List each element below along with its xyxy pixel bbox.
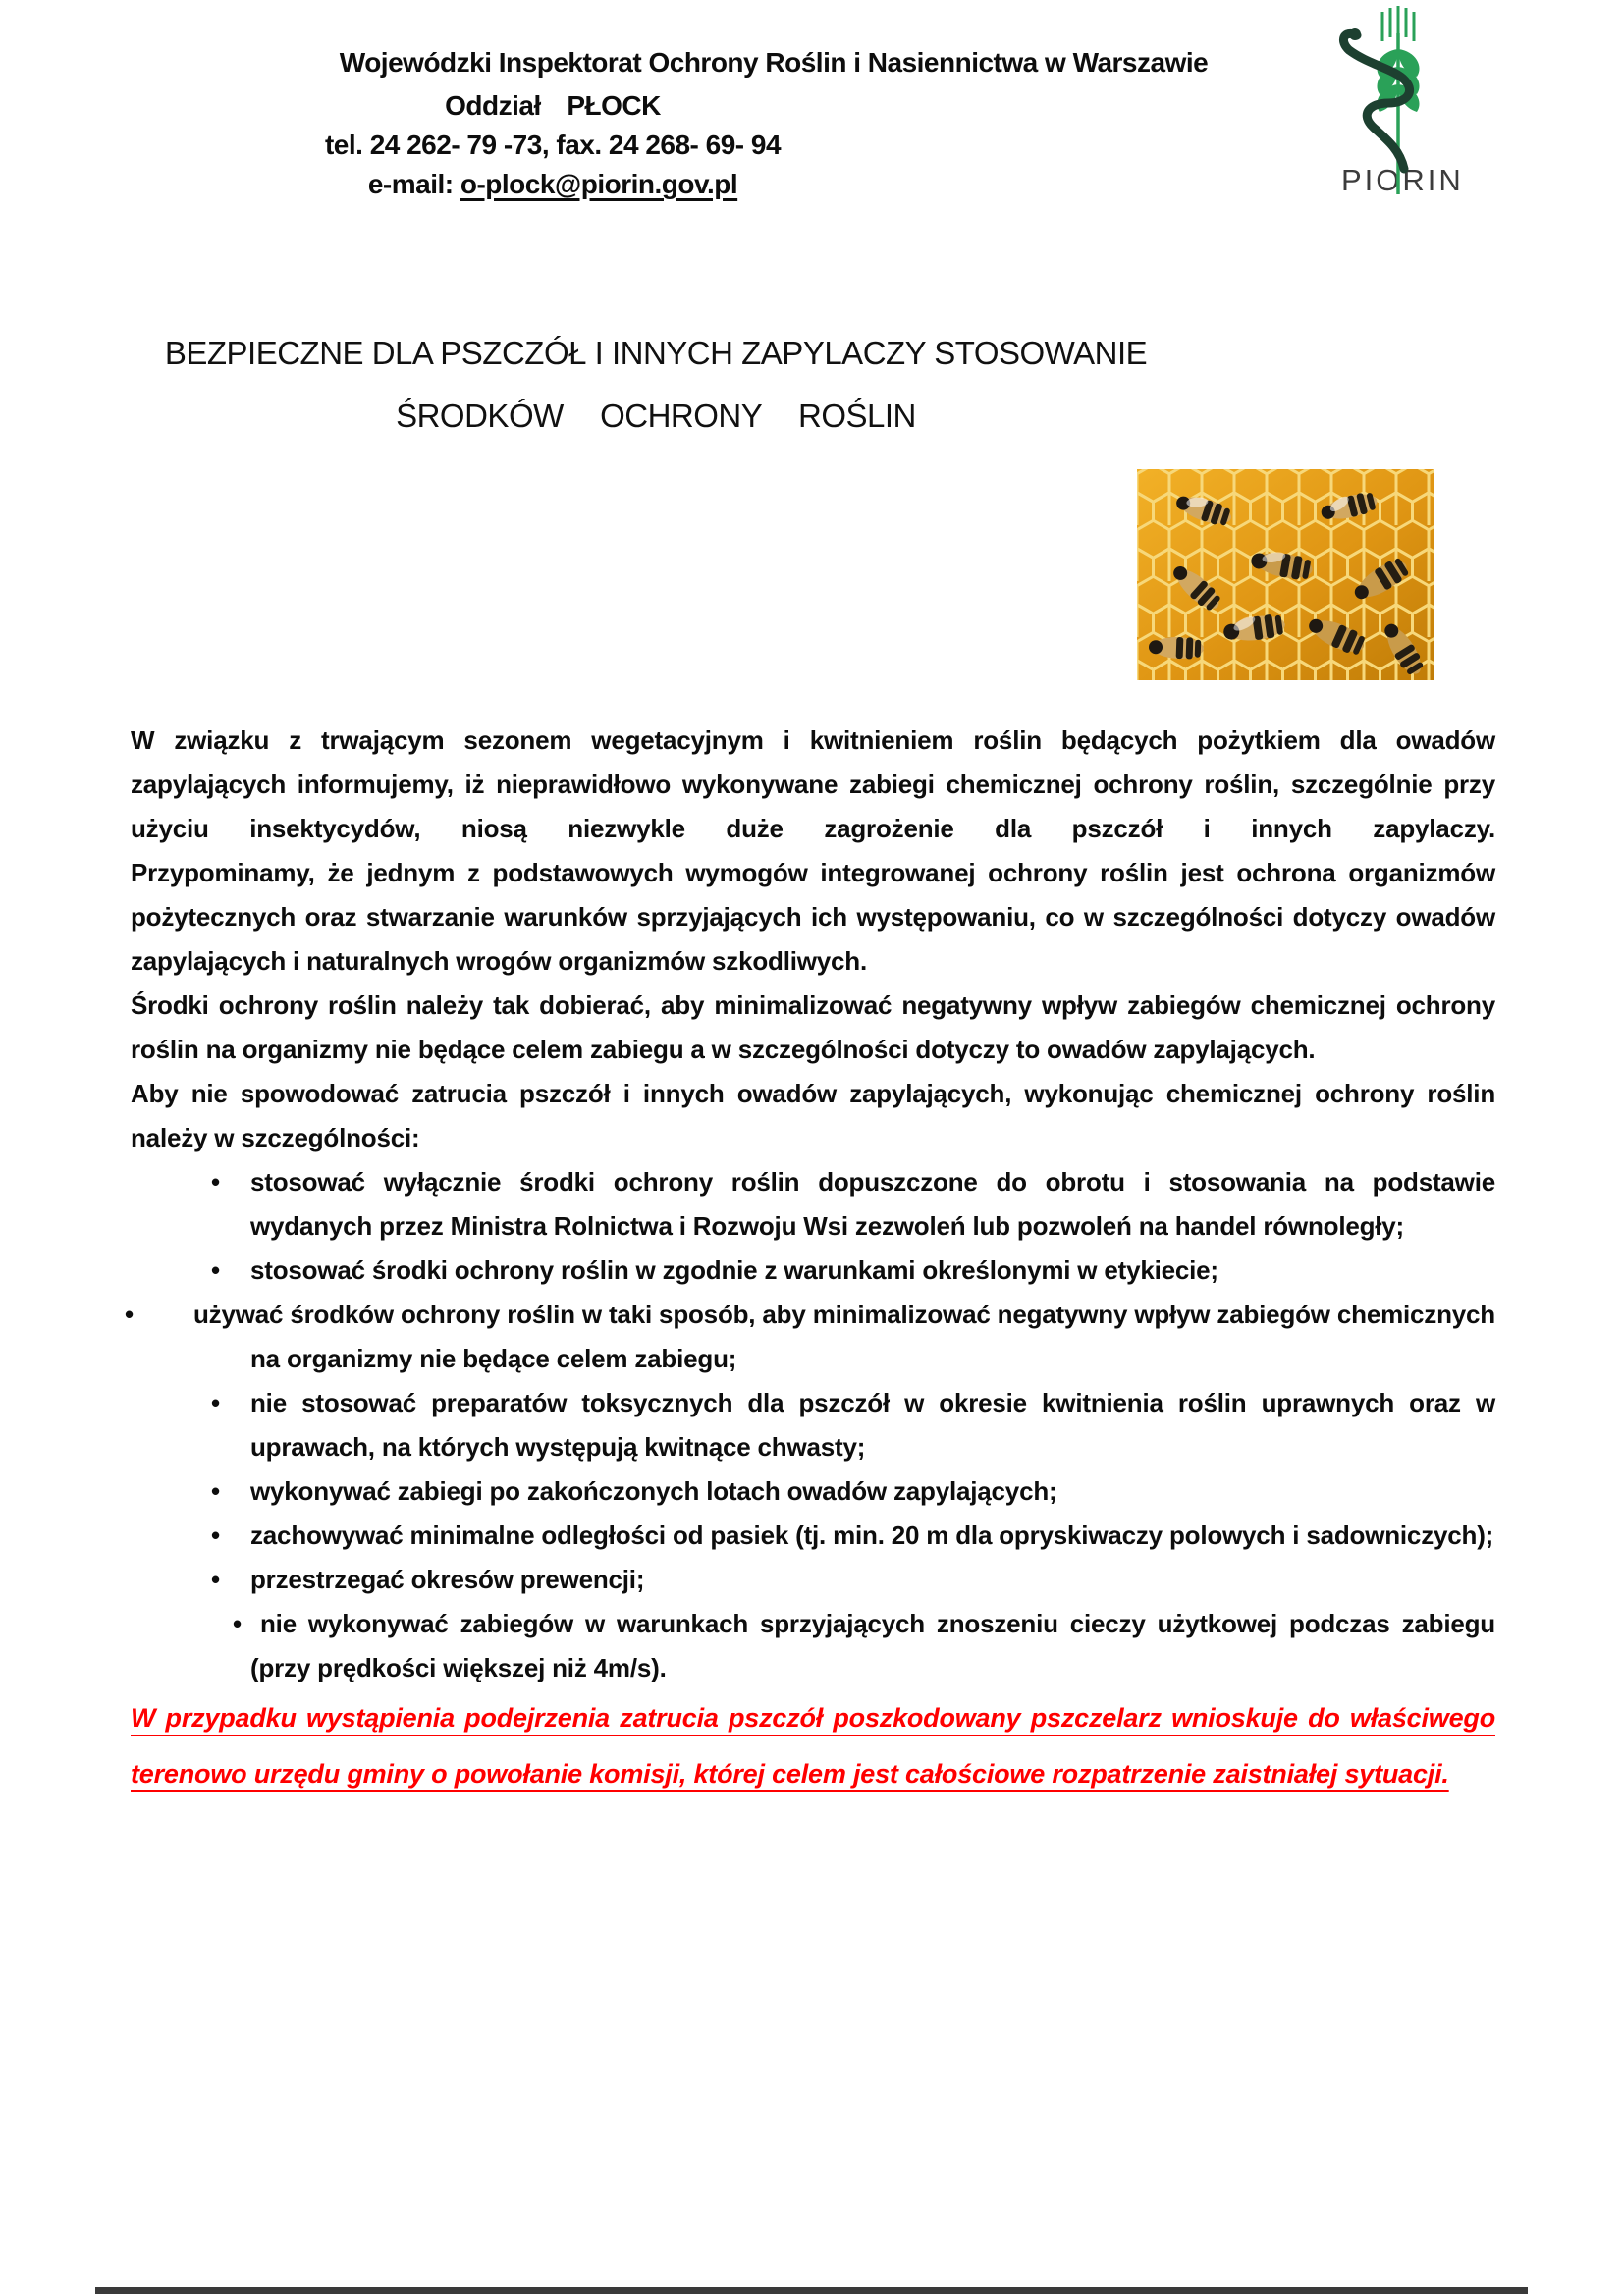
bees-honeycomb-image (1137, 469, 1434, 680)
logo-text: PIORIN (1341, 163, 1464, 197)
bullet-list (131, 1160, 1495, 1690)
list-item: • wykonywać zabiegi po zakończonych lotach owadów zapylających; (131, 1469, 1495, 1514)
email-link[interactable]: o-plock@piorin.gov.pl (460, 169, 738, 199)
header-block (131, 86, 975, 204)
list-item: • używać środków ochrony roślin w taki sposób, aby minimalizować negatywny wpływ zabiegów chemicznych na organizmy nie będące celem zabiegu; (131, 1293, 1495, 1381)
list-item: • zachowywać minimalne odległości od pasiek (tj. min. 20 m dla opryskiwaczy polowych i sadowniczych); (131, 1514, 1495, 1558)
paragraph: Środki ochrony roślin należy tak dobierać, aby minimalizować negatywny wpływ zabiegów chemicznej ochrony roślin na organizmy nie będące celem zabiegu a w szczególności dotyczy to owadów zapylających. (131, 990, 1495, 1064)
bees-photo (1137, 469, 1434, 680)
list-item: • stosować środki ochrony roślin w zgodnie z warunkami określonymi w etykiecie; (131, 1249, 1495, 1293)
title-line-1: BEZPIECZNE DLA PSZCZÓŁ I INNYCH ZAPYLACZY STOSOWANIE (164, 335, 1148, 371)
email-line (131, 165, 975, 204)
paragraph: W związku z trwającym sezonem wegetacyjnym i kwitnieniem roślin będących pożytkiem dla owadów zapylających informujemy, iż nieprawidłowo wykonywane zabiegi chemicznej ochrony roślin, szczególnie przy użyciu insektycydów, niosą niezwykle duże zagrożenie dla pszczół i innych zapylaczy. (131, 725, 1495, 843)
piorin-logo (1298, 6, 1480, 200)
phone-fax-line: tel. 24 262- 79 -73, fax. 24 268- 69- 94 (324, 130, 782, 160)
page-edge-bar (95, 2287, 1528, 2294)
list-item: • nie stosować preparatów toksycznych dla pszczół w okresie kwitnienia roślin uprawnych oraz w uprawach, na których występują kwitnące chwasty; (131, 1381, 1495, 1469)
page-title (131, 322, 1181, 448)
branch-name: Oddział PŁOCK (445, 90, 661, 121)
org-name: Wojewódzki Inspektorat Ochrony Roślin i Nasiennictwa w Warszawie (339, 47, 1209, 78)
email-label: e-mail: (367, 169, 460, 199)
paragraph: Przypominamy, że jednym z podstawowych wymogów integrowanej ochrony roślin jest ochrona organizmów pożytecznych oraz stwarzanie warunków sprzyjających ich występowaniu, co w szczególności dotyczy owadów zapylających i naturalnych wrogów organizmów szkodliwych. (131, 858, 1495, 976)
list-item: • nie wykonywać zabiegów w warunkach sprzyjających znoszeniu cieczy użytkowej podczas zabiegu (przy prędkości większej niż 4m/s). (131, 1602, 1495, 1690)
list-item: • stosować wyłącznie środki ochrony roślin dopuszczone do obrotu i stosowania na podstawie wydanych przez Ministra Rolnictwa i Rozwoju Wsi zezwoleń lub pozwoleń na handel równoległy; (131, 1160, 1495, 1249)
alert-text: W przypadku wystąpienia podejrzenia zatrucia pszczół poszkodowany pszczelarz wnioskuje do właściwego terenowo urzędu gminy o powołanie komisji, której celem jest całościowe rozpatrzenie zaistniałej sytuacji. (131, 1703, 1495, 1789)
list-item: • przestrzegać okresów prewencji; (131, 1558, 1495, 1602)
paragraph: Aby nie spowodować zatrucia pszczół i innych owadów zapylających, wykonując chemicznej ochrony roślin należy w szczególności: (131, 1079, 1495, 1152)
wheat-snake-logo-icon (1298, 6, 1480, 200)
document-body (131, 719, 1495, 1802)
title-line-2: ŚRODKÓW OCHRONY ROŚLIN (396, 398, 916, 434)
